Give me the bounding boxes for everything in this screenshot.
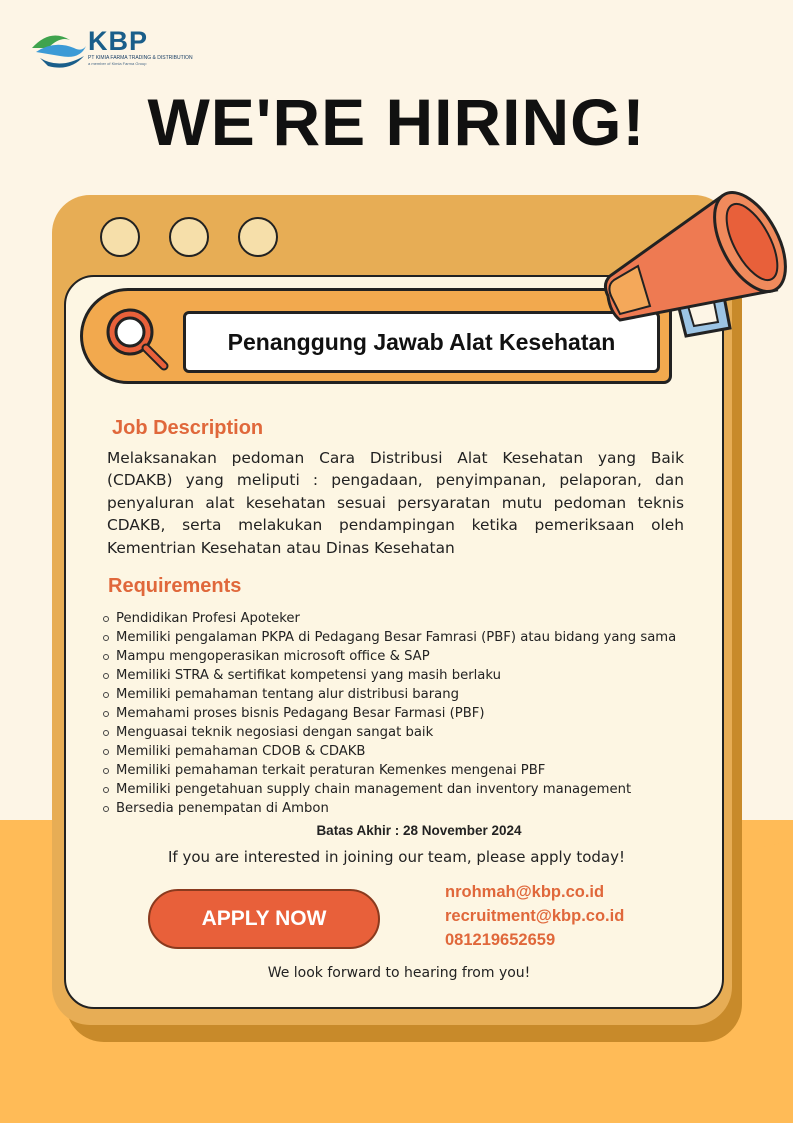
bullet-icon	[103, 749, 109, 755]
closing-text: We look forward to hearing from you!	[267, 965, 531, 981]
list-item	[103, 666, 743, 685]
logo-subtagline: a member of Kimia Farma Group	[88, 61, 147, 66]
bullet-icon	[103, 616, 109, 622]
requirements-heading: Requirements	[108, 575, 242, 597]
megaphone-icon	[598, 178, 793, 348]
window-dot-1	[100, 217, 140, 257]
requirement-text: Mampu mengoperasikan microsoft office & SAP	[116, 649, 430, 664]
bullet-icon	[103, 730, 109, 736]
requirement-text: Memiliki pengalaman PKPA di Pedagang Besar Famrasi (PBF) atau bidang yang sama	[116, 630, 677, 645]
page-title: WE'RE HIRING!	[147, 85, 646, 159]
job-title: Penanggung Jawab Alat Kesehatan	[227, 328, 616, 355]
requirement-text: Memiliki pemahaman tentang alur distribusi barang	[116, 687, 459, 702]
list-item	[103, 761, 743, 780]
job-description-heading: Job Description	[112, 417, 264, 439]
list-item	[103, 609, 743, 628]
list-item	[103, 685, 743, 704]
application-deadline: Batas Akhir : 28 November 2024	[316, 823, 522, 838]
contact-email-1[interactable]: nrohmah@kbp.co.id	[445, 883, 605, 901]
requirement-text: Menguasai teknik negosiasi dengan sangat baik	[116, 725, 434, 740]
list-item	[103, 799, 743, 818]
logo-name: KBP	[88, 26, 149, 56]
window-dot-3	[238, 217, 278, 257]
apply-now-button[interactable]: APPLY NOW	[148, 889, 380, 949]
requirement-text: Pendidikan Profesi Apoteker	[116, 611, 300, 626]
bullet-icon	[103, 806, 109, 812]
job-description-text: Melaksanakan pedoman Cara Distribusi Alat Kesehatan yang Baik (CDAKB) yang meliputi : pengadaan, penyimpanan, pelaporan, dan penyaluran alat kesehatan sesuai persyaratan mutu pedoman teknis CDAKB, serta melakukan pendampingan ketika pemeriksaan oleh Kementrian Kesehatan atau Dinas Kesehatan	[107, 449, 684, 557]
bullet-icon	[103, 692, 109, 698]
job-title-box	[183, 311, 660, 373]
requirement-text: Memiliki pemahaman terkait peraturan Kemenkes mengenai PBF	[116, 763, 546, 778]
bullet-icon	[103, 635, 109, 641]
window-dot-2	[169, 217, 209, 257]
list-item	[103, 780, 743, 799]
requirements-list	[103, 609, 743, 818]
requirement-text: Memiliki STRA & sertifikat kompetensi yang masih berlaku	[116, 668, 501, 683]
invite-text: If you are interested in joining our team, please apply today!	[167, 848, 626, 866]
list-item	[103, 628, 743, 647]
requirement-text: Memiliki pemahaman CDOB & CDAKB	[116, 744, 366, 759]
magnifier-icon	[100, 302, 172, 374]
contact-email-2[interactable]: recruitment@kbp.co.id	[445, 907, 625, 925]
bullet-icon	[103, 673, 109, 679]
bullet-icon	[103, 787, 109, 793]
list-item	[103, 723, 743, 742]
requirement-text: Memiliki pengetahuan supply chain management dan inventory management	[116, 782, 632, 797]
list-item	[103, 742, 743, 761]
requirement-text: Bersedia penempatan di Ambon	[116, 801, 329, 816]
list-item	[103, 704, 743, 723]
bullet-icon	[103, 711, 109, 717]
list-item	[103, 647, 743, 666]
bullet-icon	[103, 768, 109, 774]
bullet-icon	[103, 654, 109, 660]
contact-phone[interactable]: 081219652659	[445, 931, 556, 949]
logo-tagline: PT KIMIA FARMA TRADING & DISTRIBUTION	[88, 55, 193, 61]
requirement-text: Memahami proses bisnis Pedagang Besar Farmasi (PBF)	[116, 706, 485, 721]
